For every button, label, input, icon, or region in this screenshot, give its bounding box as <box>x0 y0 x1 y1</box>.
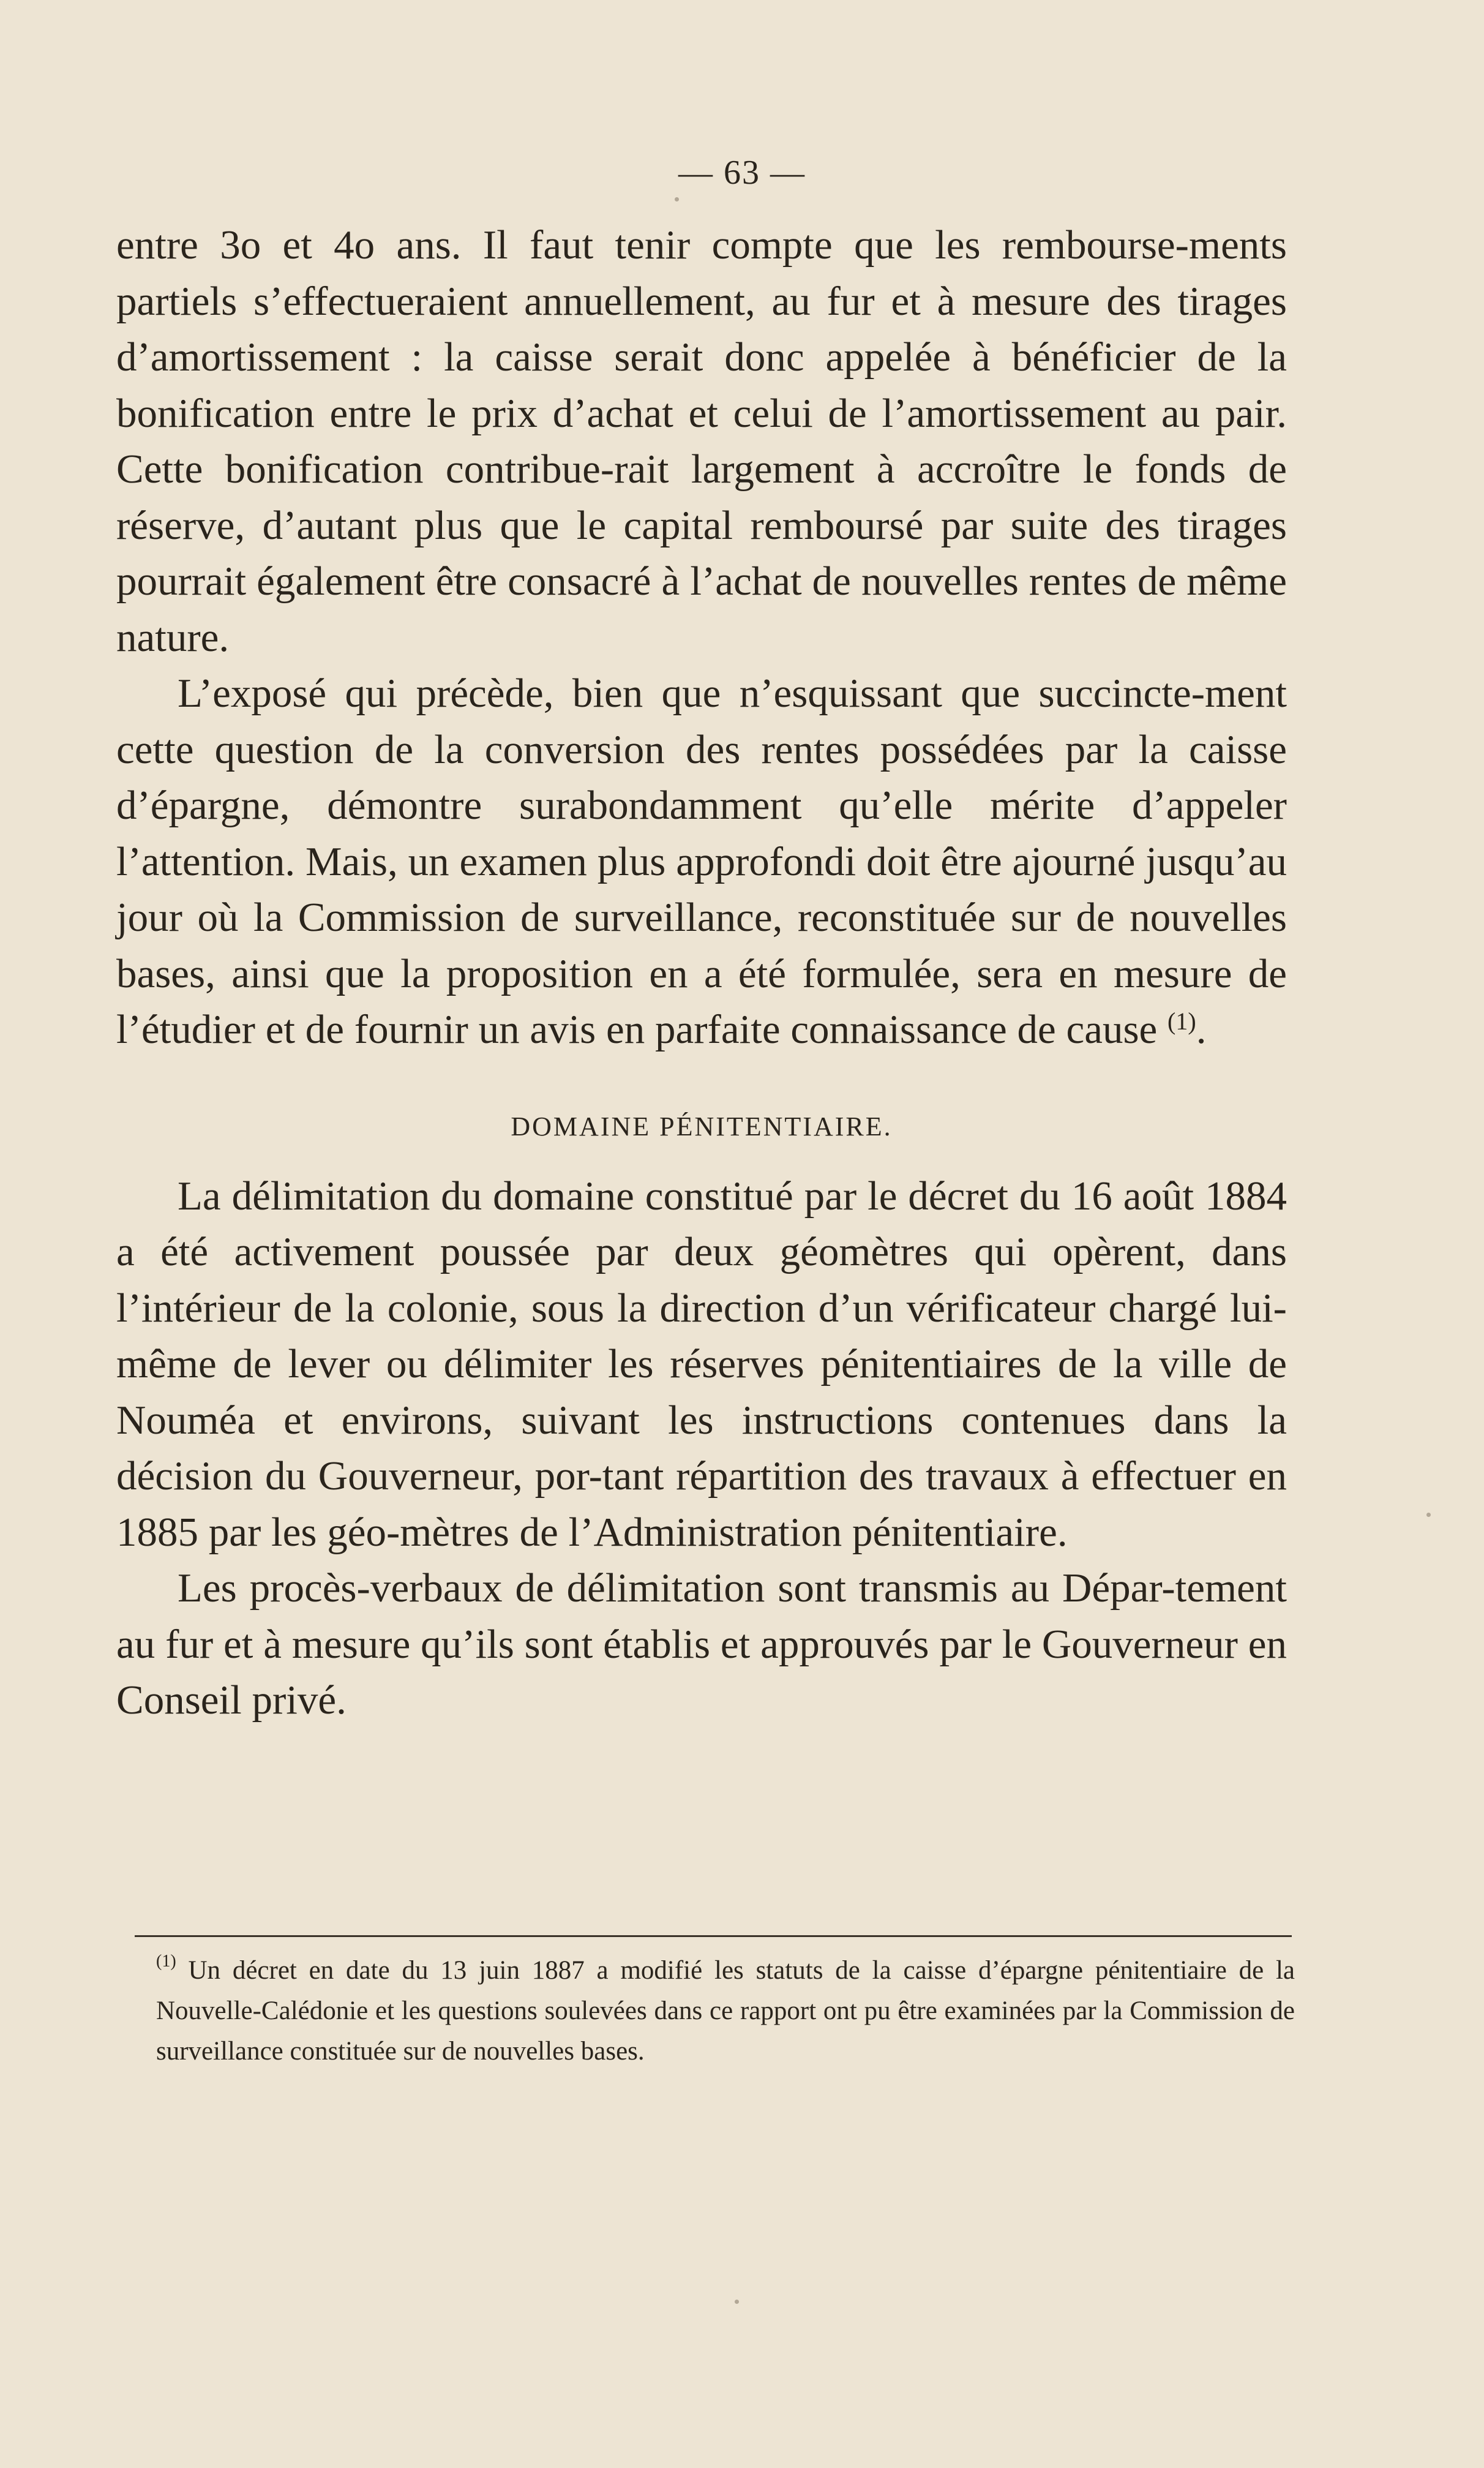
paragraph-text: L’exposé qui précède, bien que n’esquissant que succincte-ment cette question de la conversion des rentes possédées par la caisse d’épargne, démontre surabondamment qu’elle mérite d’appeler l’attention. Mais, un examen plus approfondi doit être ajourné jusqu’au jour où la Commission de surveillance, reconstituée sur de nouvelles bases, ainsi que la proposition en a été formulée, sera en mesure de l’étudier et de fournir un avis en parfaite connaissance de cause <box>116 671 1287 1052</box>
paragraph-continuation: entre 3o et 4o ans. Il faut tenir compte que les rembourse-ments partiels s’effectueraient annuellement, au fur et à mesure des tirages d’amortissement : la caisse serait donc appelée à bénéficier de la bonification entre le prix d’achat et celui de l’amortissement au pair. Cette bonification contribue-rait largement à accroître le fonds de réserve, d’autant plus que le capital remboursé par suite des tirages pourrait également être consacré à l’achat de nouvelles rentes de même nature. <box>116 222 1287 660</box>
paper-speck <box>1426 1513 1431 1517</box>
footnote-separator-rule <box>135 1935 1292 1937</box>
footnote-text: Un décret en date du 13 juin 1887 a modifié les statuts de la caisse d’épargne pénitentiaire de la Nouvelle-Calédonie et les questions soulevées dans ce rapport ont pu être examinées par la Commission de surveillance constituée sur de nouvelles bases. <box>156 1956 1295 2066</box>
page-number: — 63 — <box>678 154 806 192</box>
footnote-mark: (1) <box>156 1952 176 1971</box>
paragraph-conversion-summary <box>116 666 1287 1058</box>
paragraph-delimitation: La délimitation du domaine constitué par le décret du 16 août 1884 a été activement poussée par deux géomètres qui opèrent, dans l’intérieur de la colonie, sous la direction d’un vérificateur chargé lui-même de lever ou délimiter les réserves pénitentiaires de la ville de Nouméa et environs, suivant les instructions contenues dans la décision du Gouverneur, por-tant répartition des travaux à effectuer en 1885 par les géo-mètres de l’Administration pénitentiaire. <box>116 1173 1287 1555</box>
paper-speck <box>735 2300 739 2304</box>
footnote-reference: (1) <box>1167 1007 1196 1035</box>
paragraph-end-punctuation: . <box>1196 1007 1207 1052</box>
paper-speck <box>675 197 679 201</box>
paragraph-proces-verbaux: Les procès-verbaux de délimitation sont transmis au Dépar-tement au fur et à mesure qu’ils sont établis et approuvés par le Gouverneur en Conseil privé. <box>116 1565 1287 1723</box>
section-heading: DOMAINE PÉNITENTIAIRE. <box>511 1111 893 1142</box>
body-text <box>116 217 1287 1729</box>
footnote <box>156 1951 1295 2072</box>
